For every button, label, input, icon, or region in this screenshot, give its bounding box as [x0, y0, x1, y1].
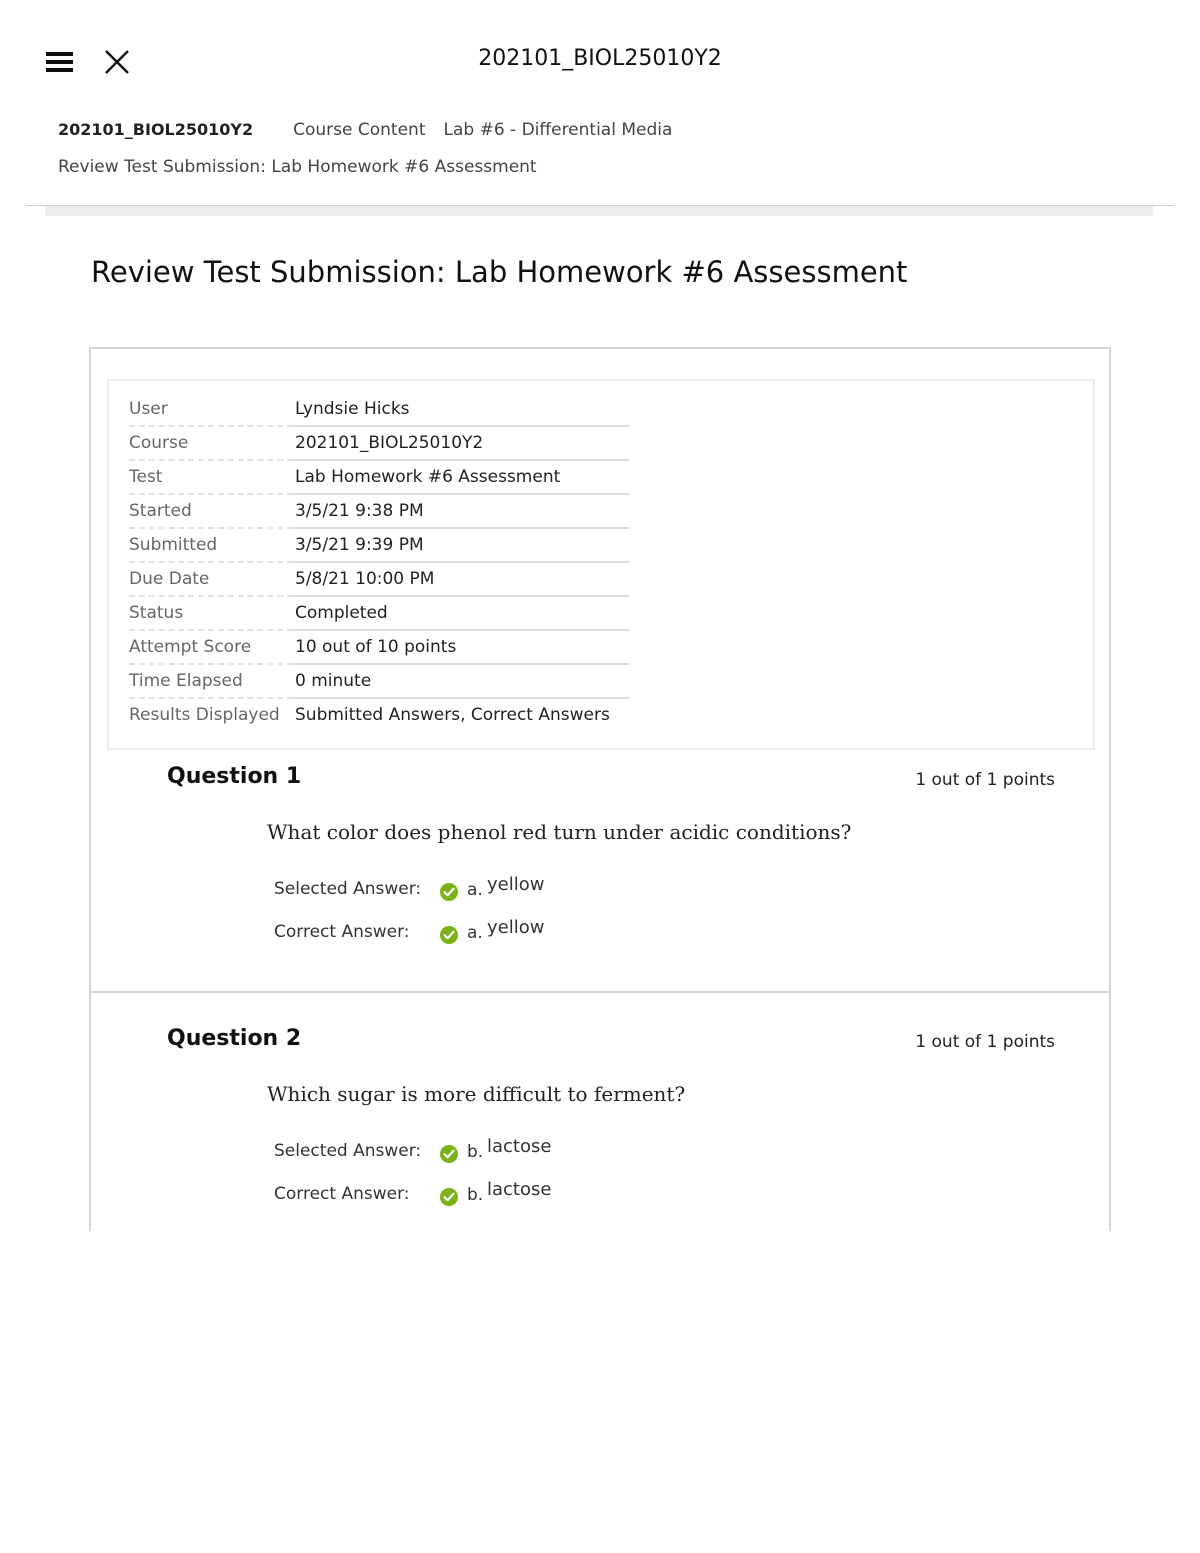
correct-answer-label: Correct Answer:: [274, 922, 410, 942]
summary-label: Started: [129, 495, 293, 529]
correct-answer-text: yellow: [487, 917, 545, 938]
summary-value: 3/5/21 9:38 PM: [293, 495, 629, 529]
selected-answer-label: Selected Answer:: [274, 1141, 422, 1161]
summary-row: [129, 529, 629, 563]
summary-row: [129, 427, 629, 461]
breadcrumb: [58, 120, 672, 140]
summary-label: Course: [129, 427, 293, 461]
summary-row: [129, 665, 629, 699]
selected-answer-label: Selected Answer:: [274, 879, 422, 899]
summary-value: Submitted Answers, Correct Answers: [295, 705, 610, 725]
selected-answer-text: lactose: [487, 1136, 552, 1157]
summary-value: 3/5/21 9:39 PM: [293, 529, 629, 563]
question-title: Question 1: [167, 764, 302, 789]
correct-answer-row: [274, 919, 874, 945]
breadcrumb-lab-link[interactable]: Lab #6 - Differential Media: [443, 120, 673, 140]
correct-answer-row: [274, 1181, 874, 1207]
summary-label: Results Displayed: [129, 705, 280, 725]
question-text: What color does phenol red turn under acidic conditions?: [267, 820, 852, 844]
correct-answer-label: Correct Answer:: [274, 1184, 410, 1204]
summary-value: 202101_BIOL25010Y2: [293, 427, 629, 461]
summary-label: Time Elapsed: [129, 665, 293, 699]
summary-value: Lab Homework #6 Assessment: [293, 461, 629, 495]
question-text: Which sugar is more difficult to ferment?: [267, 1082, 686, 1106]
submission-panel: [89, 347, 1111, 1231]
header-divider-band: [45, 206, 1153, 216]
question-divider: [91, 991, 1109, 993]
correct-check-icon: [440, 926, 458, 944]
correct-check-icon: [440, 883, 458, 901]
summary-row: [129, 461, 629, 495]
summary-table: [129, 393, 629, 731]
page-title: Review Test Submission: Lab Homework #6 Assessment: [91, 255, 908, 289]
selected-answer-row: [274, 1138, 874, 1164]
summary-value: 0 minute: [293, 665, 629, 699]
selected-answer-text: yellow: [487, 874, 545, 895]
correct-answer-text: lactose: [487, 1179, 552, 1200]
question-title: Question 2: [167, 1026, 302, 1051]
summary-label: User: [129, 393, 293, 427]
selected-answer-letter: b.: [467, 1142, 484, 1162]
correct-answer-letter: b.: [467, 1185, 484, 1205]
correct-check-icon: [440, 1188, 458, 1206]
summary-label: Due Date: [129, 563, 293, 597]
summary-label: Status: [129, 597, 293, 631]
question-points: 1 out of 1 points: [915, 770, 1055, 790]
summary-row: [129, 393, 629, 427]
course-title: 202101_BIOL25010Y2: [478, 46, 722, 71]
summary-label: Submitted: [129, 529, 293, 563]
breadcrumb-course-link[interactable]: 202101_BIOL25010Y2: [58, 120, 254, 139]
summary-value: Completed: [293, 597, 629, 631]
summary-row: [129, 699, 629, 731]
summary-value: 5/8/21 10:00 PM: [293, 563, 629, 597]
summary-value: Lyndsie Hicks: [293, 393, 629, 427]
breadcrumb-course-content-link[interactable]: Course Content: [293, 120, 426, 140]
submission-summary: [107, 379, 1095, 750]
correct-check-icon: [440, 1145, 458, 1163]
summary-row: [129, 495, 629, 529]
correct-answer-letter: a.: [467, 923, 483, 943]
selected-answer-row: [274, 876, 874, 902]
summary-row: [129, 597, 629, 631]
breadcrumb-current: Review Test Submission: Lab Homework #6 Assessment: [58, 157, 537, 177]
question-points: 1 out of 1 points: [915, 1032, 1055, 1052]
summary-row: [129, 631, 629, 665]
summary-label: Attempt Score: [129, 631, 293, 665]
selected-answer-letter: a.: [467, 880, 483, 900]
top-bar: [0, 0, 1200, 122]
summary-label: Test: [129, 461, 293, 495]
summary-value: 10 out of 10 points: [293, 631, 629, 665]
summary-row: [129, 563, 629, 597]
